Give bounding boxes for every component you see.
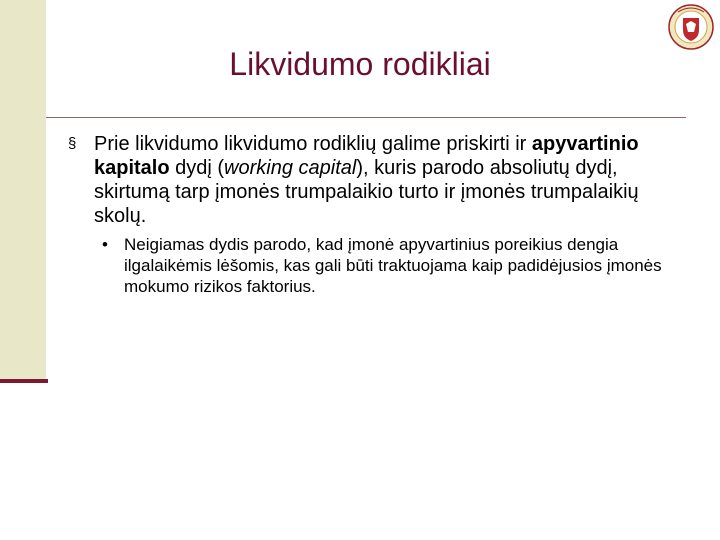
bullet-marker: •	[102, 235, 108, 254]
bullet-text-italic: working capital	[224, 157, 357, 179]
bullet-level-2	[102, 234, 668, 297]
title-divider	[46, 117, 686, 118]
bullet-text-bold: apyvartinio kapitalo	[94, 133, 639, 179]
bullet-text: Neigiamas dydis parodo, kad įmonė apyvartinius poreikius dengia ilgalaikėmis lėšomis, kas gali būti traktuojama kaip padidėjusios įmonės mokumo rizikos faktorius.	[124, 235, 662, 296]
bullet-text-part: ), kuris parodo absoliutų dydį, skirtumą tarp įmonės trumpalaikio turto ir įmonės trumpalaikių skolų.	[94, 157, 639, 227]
bullet-text-part: Prie likvidumo likvidumo rodiklių galime priskirti ir	[94, 133, 532, 155]
left-accent-bar-foot	[0, 379, 48, 383]
bullet-list	[68, 132, 668, 297]
bullet-marker: §	[68, 135, 77, 152]
slide-title: Likvidumo rodikliai	[229, 46, 491, 82]
university-crest-icon	[668, 2, 714, 52]
bullet-level-1	[68, 132, 668, 228]
bullet-text	[94, 132, 668, 228]
left-accent-bar	[0, 0, 46, 382]
bullet-text-part: dydį (	[169, 157, 225, 179]
